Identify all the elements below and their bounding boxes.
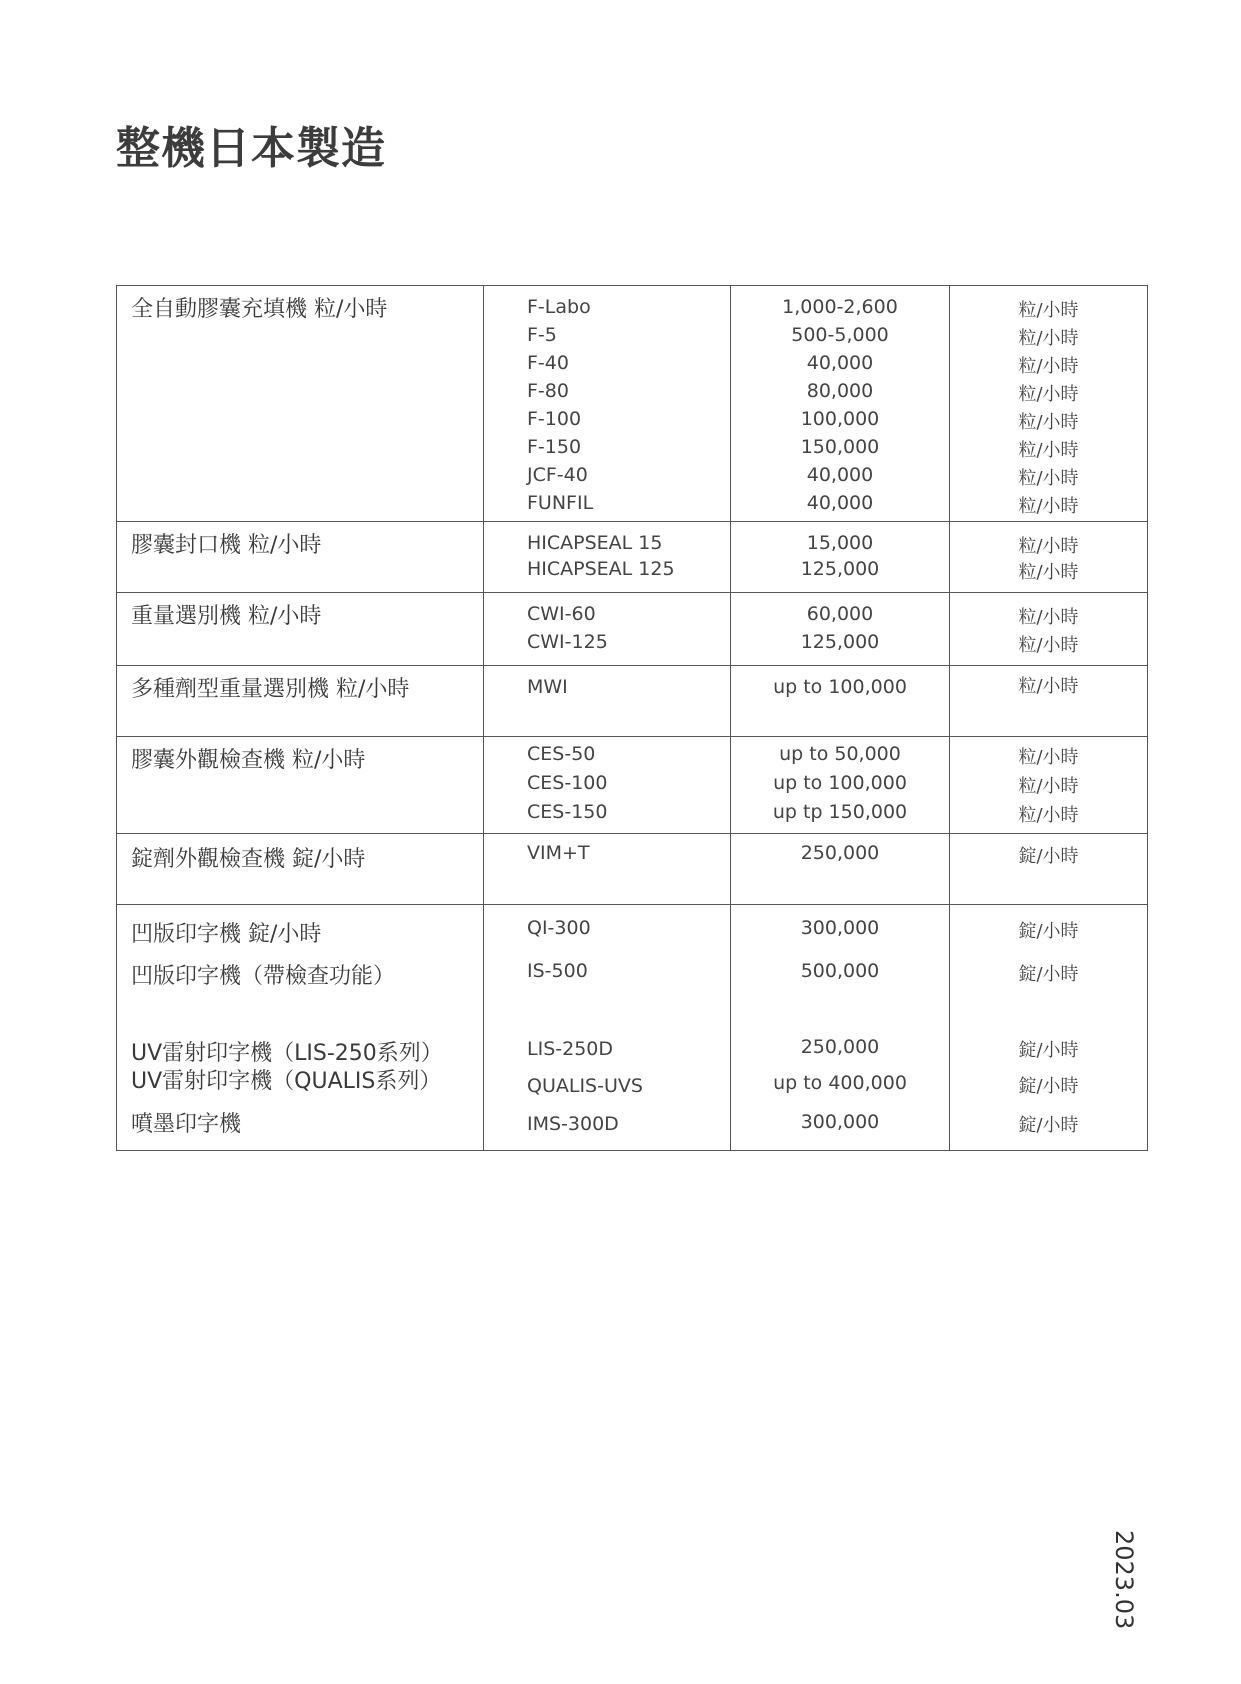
model-name: F-100 (527, 408, 582, 430)
category-cell (117, 286, 484, 521)
table-row (117, 736, 1147, 833)
capacity-cell (731, 522, 950, 592)
capacity-cell (731, 593, 950, 665)
unit-label: 錠/小時 (1018, 921, 1079, 942)
model-name: QUALIS-UVS (527, 1075, 643, 1097)
unit-label: 粒/小時 (1018, 805, 1079, 826)
spec-table (116, 285, 1148, 1151)
capacity-value: up tp 150,000 (772, 801, 908, 823)
capacity-value: 300,000 (800, 917, 880, 939)
capacity-value: 125,000 (800, 558, 880, 580)
capacity-cell (731, 737, 950, 833)
category-label: 膠囊封口機 粒/小時 (131, 533, 322, 558)
date-stamp: 2023.03 (1110, 1530, 1138, 1630)
unit-label: 粒/小時 (1018, 412, 1079, 433)
unit-label: 錠/小時 (1018, 846, 1079, 867)
category-label: 多種劑型重量選別機 粒/小時 (131, 677, 410, 702)
model-name: CES-50 (527, 743, 596, 765)
capacity-value: up to 100,000 (773, 676, 907, 698)
category-cell (117, 593, 484, 665)
page-title: 整機日本製造 (116, 123, 386, 174)
table-row (117, 592, 1147, 665)
capacity-value: 250,000 (800, 1036, 880, 1058)
model-name: HICAPSEAL 125 (527, 558, 675, 580)
model-name: CES-150 (527, 801, 608, 823)
model-name: CWI-60 (527, 603, 596, 625)
unit-label: 粒/小時 (1018, 440, 1079, 461)
model-cell (484, 905, 731, 1150)
table-row (117, 521, 1147, 592)
model-cell (484, 286, 731, 521)
capacity-value: 40,000 (806, 352, 874, 374)
category-label: 凹版印字機 錠/小時 (131, 922, 322, 947)
unit-cell (950, 522, 1147, 592)
capacity-value: up to 400,000 (773, 1072, 907, 1094)
model-name: IMS-300D (527, 1113, 619, 1135)
unit-label: 粒/小時 (1018, 328, 1079, 349)
unit-cell (950, 666, 1147, 736)
model-cell (484, 593, 731, 665)
model-name: CES-100 (527, 772, 608, 794)
capacity-cell (731, 905, 950, 1150)
model-name: JCF-40 (527, 464, 588, 486)
capacity-value: 500-5,000 (791, 324, 889, 346)
unit-label: 粒/小時 (1018, 635, 1079, 656)
model-name: QI-300 (527, 917, 591, 939)
unit-label: 粒/小時 (1018, 468, 1079, 489)
model-name: VIM+T (527, 842, 590, 864)
table-row (117, 904, 1147, 1150)
category-cell (117, 666, 484, 736)
unit-label: 粒/小時 (1018, 747, 1079, 768)
unit-label: 粒/小時 (1018, 496, 1079, 517)
unit-label: 錠/小時 (1018, 1076, 1079, 1097)
unit-cell (950, 737, 1147, 833)
unit-cell (950, 834, 1147, 904)
table-row (117, 286, 1147, 521)
unit-label: 粒/小時 (1018, 676, 1079, 697)
capacity-value: 125,000 (800, 631, 880, 653)
category-label: 錠劑外觀檢查機 錠/小時 (131, 847, 366, 872)
model-name: CWI-125 (527, 631, 608, 653)
category-cell (117, 522, 484, 592)
model-cell (484, 737, 731, 833)
unit-label: 粒/小時 (1018, 536, 1079, 557)
unit-label: 粒/小時 (1018, 562, 1079, 583)
capacity-cell (731, 286, 950, 521)
unit-label: 粒/小時 (1018, 776, 1079, 797)
category-cell (117, 834, 484, 904)
table-row (117, 833, 1147, 904)
unit-label: 粒/小時 (1018, 607, 1079, 628)
model-name: HICAPSEAL 15 (527, 532, 663, 554)
category-label: 膠囊外觀檢查機 粒/小時 (131, 748, 366, 773)
capacity-value: 500,000 (800, 960, 880, 982)
unit-label: 粒/小時 (1018, 300, 1079, 321)
unit-label: 錠/小時 (1018, 964, 1079, 985)
model-cell (484, 834, 731, 904)
category-label: 噴墨印字機 (131, 1112, 242, 1137)
model-name: FUNFIL (527, 492, 594, 514)
model-name: IS-500 (527, 960, 588, 982)
category-label: 凹版印字機（帶檢查功能） (131, 964, 396, 989)
model-cell (484, 666, 731, 736)
capacity-value: 15,000 (806, 532, 874, 554)
capacity-value: 250,000 (800, 842, 880, 864)
model-name: F-150 (527, 436, 582, 458)
capacity-cell (731, 834, 950, 904)
unit-cell (950, 286, 1147, 521)
capacity-value: up to 100,000 (773, 772, 907, 794)
capacity-value: up to 50,000 (779, 743, 901, 765)
capacity-cell (731, 666, 950, 736)
capacity-value: 80,000 (806, 380, 874, 402)
unit-label: 錠/小時 (1018, 1115, 1079, 1136)
capacity-value: 40,000 (806, 492, 874, 514)
category-cell (117, 737, 484, 833)
category-label: 全自動膠囊充填機 粒/小時 (131, 297, 388, 322)
capacity-value: 40,000 (806, 464, 874, 486)
unit-label: 粒/小時 (1018, 384, 1079, 405)
unit-label: 錠/小時 (1018, 1040, 1079, 1061)
table-row (117, 665, 1147, 736)
model-name: F-5 (527, 324, 557, 346)
model-name: LIS-250D (527, 1038, 614, 1060)
category-label: UV雷射印字機（LIS-250系列） (131, 1041, 443, 1066)
capacity-value: 300,000 (800, 1111, 880, 1133)
model-name: F-40 (527, 352, 569, 374)
model-name: MWI (527, 676, 568, 698)
category-label: UV雷射印字機（QUALIS系列） (131, 1069, 442, 1094)
unit-label: 粒/小時 (1018, 356, 1079, 377)
unit-cell (950, 905, 1147, 1150)
model-name: F-80 (527, 380, 569, 402)
capacity-value: 150,000 (800, 436, 880, 458)
capacity-value: 60,000 (806, 603, 874, 625)
category-label: 重量選別機 粒/小時 (131, 604, 322, 629)
unit-cell (950, 593, 1147, 665)
capacity-value: 100,000 (800, 408, 880, 430)
category-cell (117, 905, 484, 1150)
capacity-value: 1,000-2,600 (782, 296, 898, 318)
model-cell (484, 522, 731, 592)
model-name: F-Labo (527, 296, 591, 318)
